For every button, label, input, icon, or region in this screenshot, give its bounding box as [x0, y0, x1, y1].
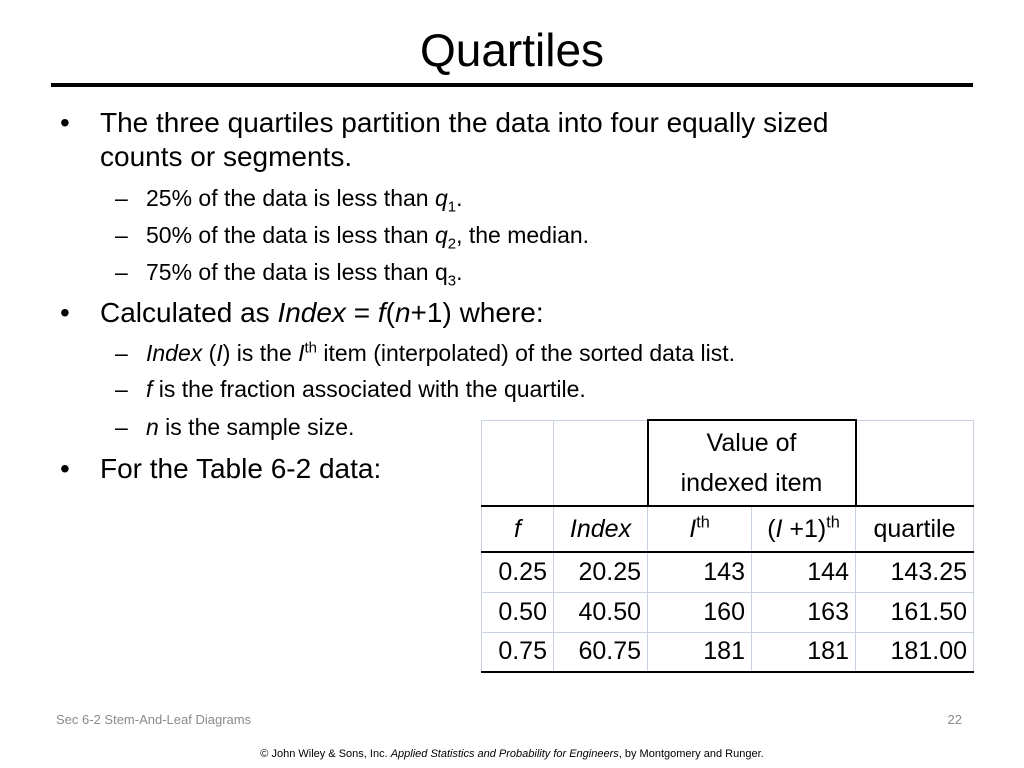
- bullet-table-data-text: For the Table 6-2 data:: [100, 453, 382, 484]
- f-var: f: [146, 376, 153, 402]
- dash-icon: –: [115, 414, 128, 440]
- table-row: [482, 552, 974, 592]
- quartile-table: [481, 419, 974, 673]
- text-fragment: (: [202, 340, 217, 366]
- cell-ith: 143: [648, 552, 752, 592]
- sub-bullet-q3: [115, 257, 966, 290]
- i-var: I: [775, 514, 783, 543]
- cell-f: 0.50: [482, 592, 554, 632]
- col-header-ith: [648, 506, 752, 552]
- cell-i1th: 163: [752, 592, 856, 632]
- slide-title: Quartiles: [419, 24, 605, 76]
- cell-i1th: 144: [752, 552, 856, 592]
- bullet-partition-line2: counts or segments.: [100, 141, 353, 172]
- n-var: n: [394, 297, 411, 328]
- q-var: q: [434, 185, 448, 211]
- sub-bullet-q2-prefix: 50% of the data is less than: [146, 222, 435, 248]
- dash-icon: –: [115, 376, 128, 402]
- cell-f: 0.25: [482, 552, 554, 592]
- table-group-header-row: [482, 420, 974, 506]
- sub-bullet-q1-prefix: 25% of the data is less than: [146, 185, 435, 211]
- bullet-dot-icon: •: [60, 107, 70, 138]
- sub-bullet-q2-suffix: , the median.: [456, 222, 590, 248]
- table-cell-empty: [856, 420, 974, 506]
- dash-icon: –: [115, 259, 128, 285]
- q-subscript: 3: [447, 272, 457, 290]
- th-superscript: th: [696, 513, 710, 532]
- i-var: I: [216, 340, 223, 366]
- cell-ith: 160: [648, 592, 752, 632]
- col-header-quartile: [856, 506, 974, 552]
- sub-bullet-q3-suffix: .: [456, 259, 463, 285]
- sub-bullet-q1-suffix: .: [456, 185, 463, 211]
- cell-index: 20.25: [554, 552, 648, 592]
- f-var: f: [514, 514, 521, 543]
- q-subscript: 2: [447, 235, 457, 253]
- text-fragment: ) is the: [222, 340, 299, 366]
- paren-open: (: [767, 514, 776, 543]
- n-var: n: [146, 414, 159, 440]
- page-number: 22: [947, 712, 962, 727]
- q-subscript: 1: [447, 198, 457, 216]
- title-underline: [51, 83, 973, 87]
- copyright-post: , by Montgomery and Runger.: [618, 748, 764, 760]
- col-header-f: [482, 506, 554, 552]
- quartile-label: quartile: [873, 514, 956, 543]
- dash-icon: –: [115, 340, 128, 366]
- dash-icon: –: [115, 222, 128, 248]
- cell-quartile: 181.00: [856, 632, 974, 672]
- bullet-calculated-rest: +1) where:: [410, 297, 544, 328]
- cell-quartile: 143.25: [856, 552, 974, 592]
- i-var: I: [689, 514, 697, 543]
- q-var: q: [434, 222, 448, 248]
- table-row: [482, 592, 974, 632]
- cell-f: 0.75: [482, 632, 554, 672]
- th-superscript: th: [826, 513, 840, 532]
- col-header-index: [554, 506, 648, 552]
- equals-sign: =: [345, 297, 378, 328]
- i-var: I: [298, 340, 305, 366]
- book-title: Applied Statistics and Probability for Engineers: [390, 748, 619, 760]
- bullet-dot-icon: •: [60, 297, 70, 328]
- bullet-dot-icon: •: [60, 453, 70, 484]
- bullet-calculated: [60, 296, 980, 330]
- index-var: Index: [277, 297, 346, 328]
- bullet-calculated-pre: Calculated as: [100, 297, 278, 328]
- group-header-line1: Value of: [706, 429, 797, 457]
- index-var: Index: [146, 340, 203, 366]
- cell-ith: 181: [648, 632, 752, 672]
- sub-bullet-q1: [115, 183, 966, 216]
- th-superscript: th: [304, 339, 317, 357]
- table-cell-empty: [554, 420, 648, 506]
- text-fragment: item (interpolated) of the sorted data list.: [317, 340, 736, 366]
- text-fragment: is the fraction associated with the quartile.: [152, 376, 586, 402]
- sub-bullet-index-def: [115, 338, 966, 368]
- sub-bullet-q2: [115, 220, 966, 253]
- plus-one: +1): [782, 514, 827, 543]
- sub-bullet-f-def: [115, 374, 966, 404]
- copyright-notice: [0, 748, 1024, 760]
- cell-index: 60.75: [554, 632, 648, 672]
- cell-quartile: 161.50: [856, 592, 974, 632]
- cell-i1th: 181: [752, 632, 856, 672]
- text-fragment: is the sample size.: [158, 414, 355, 440]
- paren-open: (: [385, 297, 395, 328]
- sub-bullet-q3-prefix: 75% of the data is less than q: [146, 259, 448, 285]
- dash-icon: –: [115, 185, 128, 211]
- table-header-row: [482, 506, 974, 552]
- bullet-partition-line1: The three quartiles partition the data into four equally sized: [100, 107, 829, 138]
- footer-section: Sec 6-2 Stem-And-Leaf Diagrams: [56, 712, 252, 727]
- index-var: Index: [569, 514, 632, 543]
- table-cell-empty: [482, 420, 554, 506]
- bullet-partition: [60, 106, 980, 174]
- copyright-pre: © John Wiley & Sons, Inc.: [260, 748, 391, 760]
- cell-index: 40.50: [554, 592, 648, 632]
- col-header-i1th: [752, 506, 856, 552]
- table-group-header: [648, 420, 856, 506]
- group-header-line2: indexed item: [680, 469, 823, 497]
- f-var: f: [377, 297, 386, 328]
- table-row: [482, 632, 974, 672]
